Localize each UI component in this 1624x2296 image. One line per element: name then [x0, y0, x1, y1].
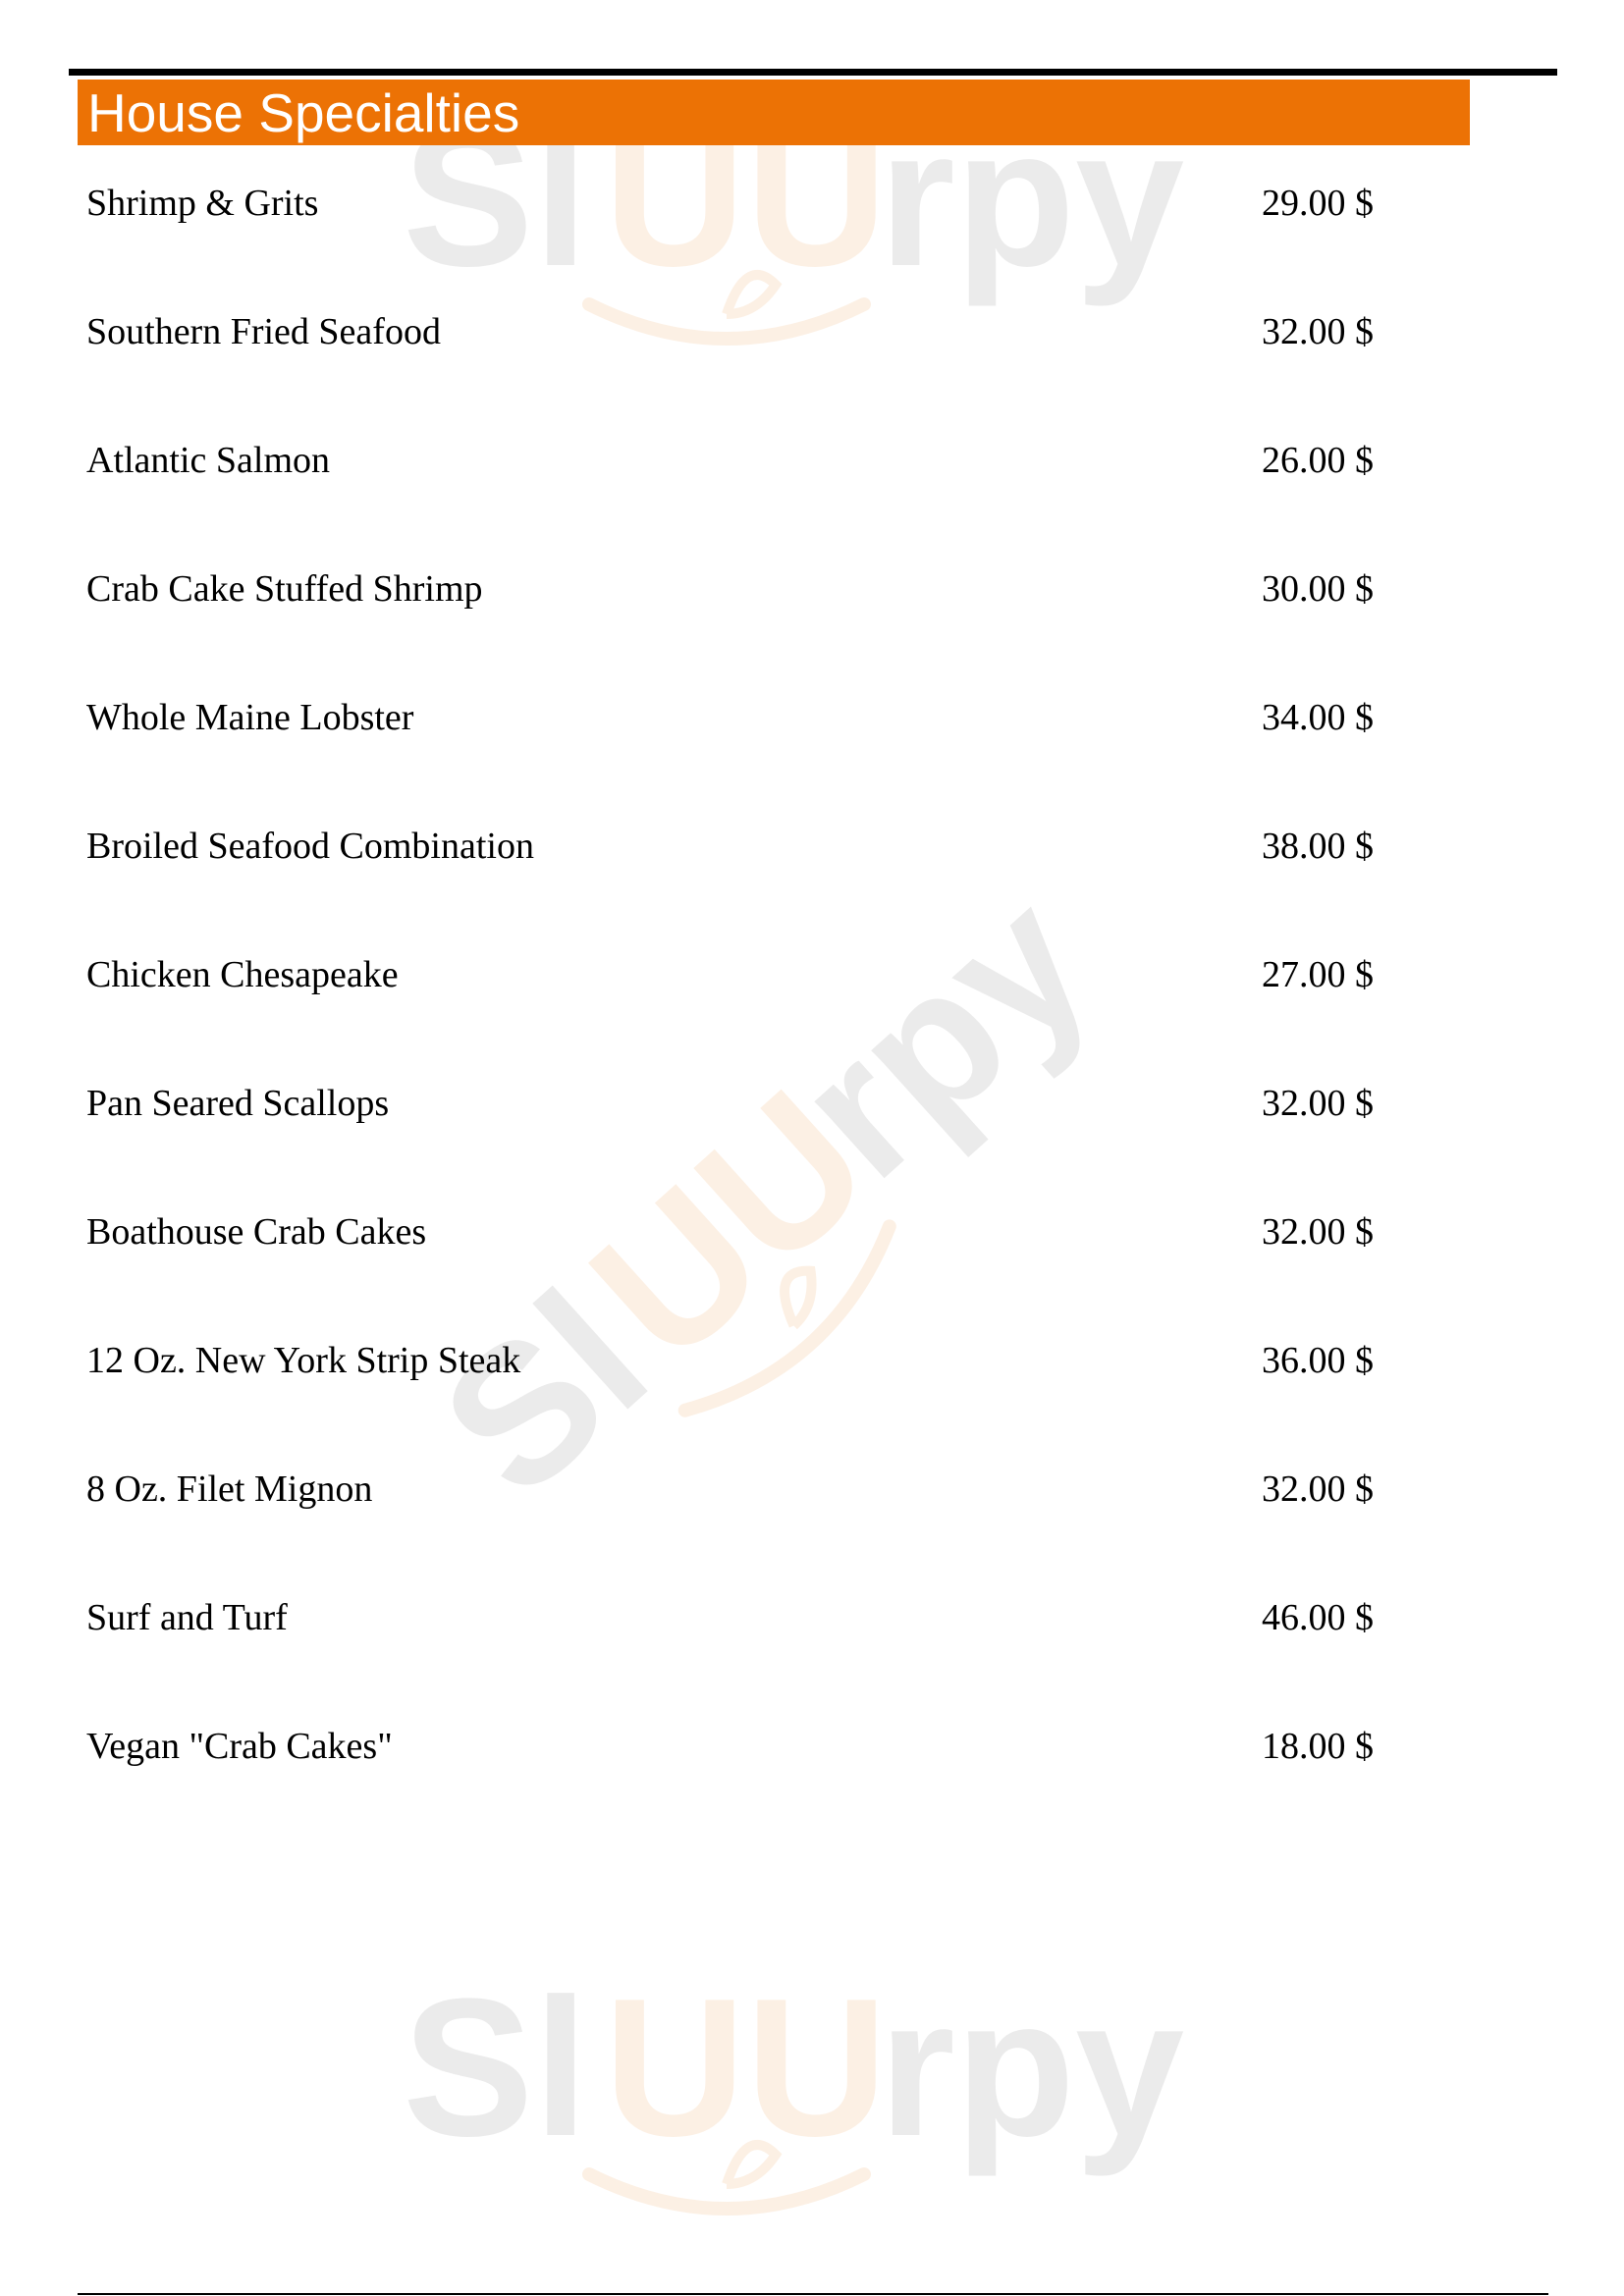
- item-name: Chicken Chesapeake: [86, 954, 399, 995]
- menu-item: [0, 1588, 1624, 1647]
- svg-text:UU: UU: [551, 1049, 909, 1403]
- bottom-divider: [78, 2293, 1548, 2295]
- item-name: Pan Seared Scallops: [86, 1083, 390, 1124]
- item-price: 32.00 $: [1262, 1083, 1374, 1124]
- item-price: 32.00 $: [1262, 1468, 1374, 1510]
- svg-text:Sl: Sl: [403, 1958, 588, 2177]
- menu-item: [0, 431, 1624, 490]
- menu-item: [0, 1331, 1624, 1390]
- item-name: Crab Cake Stuffed Shrimp: [86, 568, 483, 610]
- item-name: 12 Oz. New York Strip Steak: [86, 1340, 521, 1381]
- item-price: 38.00 $: [1262, 826, 1374, 867]
- item-name: 8 Oz. Filet Mignon: [86, 1468, 373, 1510]
- item-price: 29.00 $: [1262, 183, 1374, 224]
- item-name: Southern Fried Seafood: [86, 311, 441, 352]
- item-name: Broiled Seafood Combination: [86, 826, 534, 867]
- menu-item: [0, 945, 1624, 1004]
- menu-item: [0, 1202, 1624, 1261]
- item-price: 34.00 $: [1262, 697, 1374, 738]
- menu-item: [0, 174, 1624, 233]
- menu-item: [0, 688, 1624, 747]
- svg-text:Sl: Sl: [402, 1250, 686, 1538]
- item-name: Atlantic Salmon: [86, 440, 331, 481]
- svg-text:UU: UU: [604, 1958, 888, 2177]
- section-title: House Specialties: [87, 82, 520, 143]
- item-price: 46.00 $: [1262, 1597, 1374, 1638]
- item-price: 30.00 $: [1262, 568, 1374, 610]
- item-name: Vegan "Crab Cakes": [86, 1726, 393, 1767]
- menu-item: [0, 1717, 1624, 1776]
- menu-item: [0, 1460, 1624, 1519]
- svg-text:Sl: Sl: [403, 88, 588, 307]
- svg-text:rpy: rpy: [879, 88, 1185, 307]
- svg-text:UU: UU: [604, 88, 888, 307]
- menu-item: [0, 560, 1624, 618]
- item-name: Whole Maine Lobster: [86, 697, 414, 738]
- item-price: 36.00 $: [1262, 1340, 1374, 1381]
- svg-text:rpy: rpy: [879, 1958, 1185, 2177]
- item-price: 32.00 $: [1262, 311, 1374, 352]
- menu-item: [0, 1074, 1624, 1133]
- item-price: 27.00 $: [1262, 954, 1374, 995]
- item-name: Surf and Turf: [86, 1597, 288, 1638]
- item-name: Boathouse Crab Cakes: [86, 1211, 427, 1253]
- svg-text:rpy: rpy: [755, 851, 1130, 1219]
- item-price: 32.00 $: [1262, 1211, 1374, 1253]
- item-price: 18.00 $: [1262, 1726, 1374, 1767]
- item-name: Shrimp & Grits: [86, 183, 319, 224]
- menu-item: [0, 302, 1624, 361]
- item-price: 26.00 $: [1262, 440, 1374, 481]
- menu-item: [0, 817, 1624, 876]
